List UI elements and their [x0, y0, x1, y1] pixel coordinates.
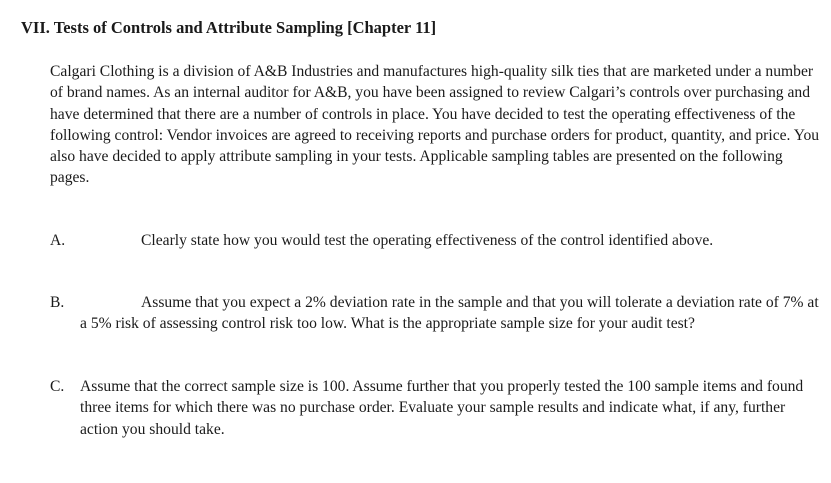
question-b-text: [80, 292, 820, 335]
question-c-letter: C.: [50, 378, 65, 395]
question-c-text: Assume that the correct sample size is 100. Assume further that you properly tested the 100 sample items and found three items for which there was no purchase order. Evaluate your sample results and indicate what, if any, further action you should take.: [80, 378, 804, 438]
question-b-text-content: Assume that you expect a 2% deviation rate in the sample and that you will tolerate a deviation rate of 7% at a 5% risk of assessing control risk too low. What is the appropriate sample size for your audit test?: [80, 294, 819, 333]
page-title: VII. Tests of Controls and Attribute Sampling [Chapter 11]: [21, 18, 437, 37]
question-a-letter: A.: [50, 232, 66, 249]
question-a-text-content: Clearly state how you would test the operating effectiveness of the control identified above.: [141, 232, 714, 249]
question-b-letter: B.: [50, 294, 65, 311]
question-a-text: [80, 230, 820, 251]
intro-paragraph: Calgari Clothing is a division of A&B Industries and manufactures high-quality silk ties that are marketed under a number of brand names. As an internal auditor for A&B, you have been assigned to review Calgari’s controls over purchasing and have determined that there are a number of controls in place. You have decided to test the operating effectiveness of the following control: Vendor invoices are agreed to receiving reports and purchase orders for product, quantity, and price. You also have decided to apply attribute sampling in your tests. Applicable sampling tables are presented on the following pages.: [50, 63, 820, 187]
